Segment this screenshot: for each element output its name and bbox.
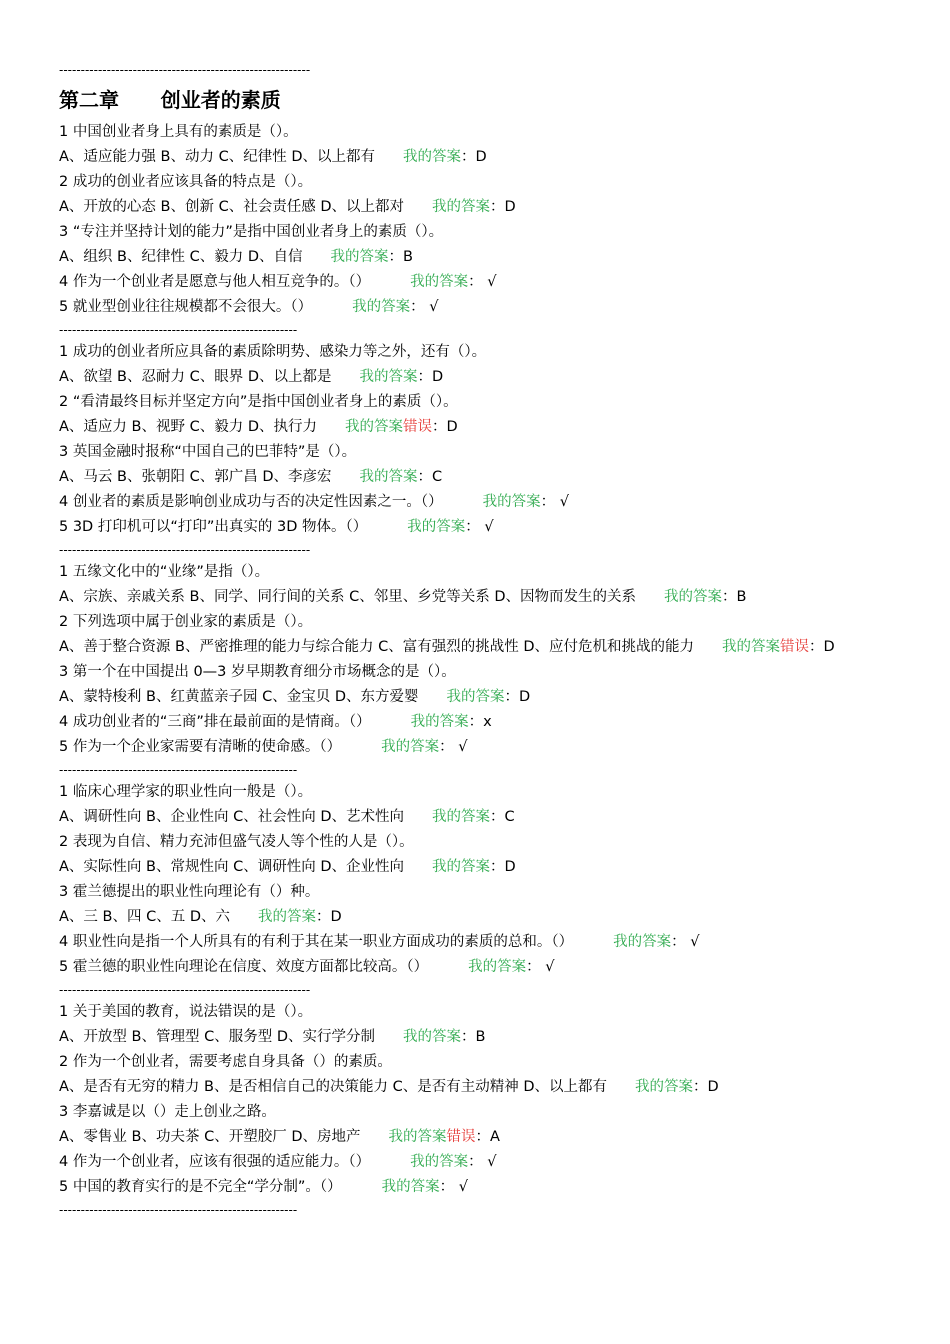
answer-value: ： √ — [468, 1154, 497, 1170]
answer-line — [59, 635, 899, 660]
question-line — [59, 1100, 899, 1125]
answer-line — [59, 905, 899, 930]
my-answer-label: 我的答案 — [721, 639, 780, 655]
options-text: 4 创业者的素质是影响创业成功与否的决定性因素之一。（） — [59, 494, 443, 510]
answer-line — [59, 195, 899, 220]
question-line — [59, 1050, 899, 1075]
separator-rule: ------------------------------------------------------- — [59, 1203, 298, 1217]
answer-line — [59, 685, 899, 710]
my-answer-label: 我的答案 — [359, 469, 418, 485]
options-text: A、适应力 B、视野 C、毅力 D、执行力 — [59, 419, 317, 435]
answer-line — [59, 710, 899, 735]
separator-rule: ---------------------------------------------------------- — [59, 983, 311, 997]
options-text: 4 成功创业者的“三商”排在最前面的是情商。（） — [59, 714, 371, 730]
question-line — [59, 1000, 899, 1025]
my-answer-label: 我的答案 — [410, 274, 469, 290]
answer-line — [59, 515, 899, 540]
answer-line — [59, 295, 899, 320]
question-text: 2 作为一个创业者，需要考虑自身具备（）的素质。 — [59, 1054, 392, 1070]
answer-value: ： √ — [526, 959, 555, 975]
question-text: 1 五缘文化中的“业缘”是指（）。 — [59, 564, 270, 580]
chapter-title: 创业者的素质 — [160, 88, 281, 112]
my-answer-label: 我的答案 — [257, 909, 316, 925]
question-line — [59, 830, 899, 855]
my-answer-label: 我的答案 — [446, 689, 505, 705]
my-answer-label: 我的答案 — [634, 1079, 693, 1095]
my-answer-label: 我的答案 — [344, 419, 403, 435]
answer-line — [59, 270, 899, 295]
chapter-number: 第二章 — [59, 88, 119, 112]
my-answer-label: 我的答案 — [330, 249, 389, 265]
error-mark: 错误 — [402, 419, 432, 435]
answer-value: ： √ — [439, 739, 468, 755]
question-line — [59, 440, 899, 465]
options-text: A、开放的心态 B、创新 C、社会责任感 D、以上都对 — [59, 199, 404, 215]
separator-rule: ------------------------------------------------------- — [59, 323, 298, 337]
answer-line — [59, 955, 899, 980]
options-text: A、马云 B、张朝阳 C、郭广昌 D、李彦宏 — [59, 469, 332, 485]
separator-rule: ---------------------------------------------------------- — [59, 543, 311, 557]
my-answer-label: 我的答案 — [468, 959, 527, 975]
answer-value: ：x — [468, 714, 492, 730]
answer-value: ：D — [315, 909, 342, 925]
answer-value: ：B — [460, 1029, 486, 1045]
question-text: 2 下列选项中属于创业家的素质是（）。 — [59, 614, 313, 630]
my-answer-label: 我的答案 — [381, 1179, 440, 1195]
answer-value: ：D — [808, 639, 835, 655]
question-line — [59, 390, 899, 415]
document-page — [59, 60, 899, 1220]
my-answer-label: 我的答案 — [402, 1029, 461, 1045]
answer-line — [59, 930, 899, 955]
question-line — [59, 170, 899, 195]
answer-value: ： √ — [540, 494, 569, 510]
my-answer-label: 我的答案 — [613, 934, 672, 950]
options-text: A、三 B、四 C、五 D、六 — [59, 909, 230, 925]
options-text: A、组织 B、纪律性 C、毅力 D、自信 — [59, 249, 303, 265]
my-answer-label: 我的答案 — [431, 199, 490, 215]
options-text: A、零售业 B、功夫茶 C、开塑胶厂 D、房地产 — [59, 1129, 361, 1145]
question-line — [59, 880, 899, 905]
answer-line — [59, 245, 899, 270]
answer-line — [59, 1150, 899, 1175]
answer-value: ：D — [504, 689, 531, 705]
question-line — [59, 120, 899, 145]
options-text: 5 中国的教育实行的是不完全“学分制”。（） — [59, 1179, 342, 1195]
my-answer-label: 我的答案 — [410, 1154, 469, 1170]
my-answer-label: 我的答案 — [381, 739, 440, 755]
question-text: 2 “看清最终目标并坚定方向”是指中国创业者身上的素质（）。 — [59, 394, 458, 410]
my-answer-label: 我的答案 — [431, 859, 490, 875]
answer-value: ：B — [388, 249, 413, 265]
question-line — [59, 220, 899, 245]
options-text: A、善于整合资源 B、严密推理的能力与综合能力 C、富有强烈的挑战性 D、应付危机和挑战的能力 — [59, 639, 694, 655]
answer-line — [59, 735, 899, 760]
question-line — [59, 340, 899, 365]
question-text: 2 表现为自信、精力充沛但盛气凌人等个性的人是（）。 — [59, 834, 414, 850]
answer-value: ： √ — [410, 299, 439, 315]
separator-rule: ------------------------------------------------------- — [59, 763, 298, 777]
answer-line — [59, 585, 899, 610]
error-mark: 错误 — [779, 639, 809, 655]
options-text: A、适应能力强 B、动力 C、纪律性 D、以上都有 — [59, 149, 375, 165]
answer-value: ：B — [721, 589, 747, 605]
my-answer-label: 我的答案 — [359, 369, 418, 385]
question-text: 3 李嘉诚是以（）走上创业之路。 — [59, 1104, 276, 1120]
my-answer-label: 我的答案 — [388, 1129, 447, 1145]
answer-line — [59, 365, 899, 390]
question-sections — [59, 120, 899, 1220]
question-text: 1 中国创业者身上具有的素质是（）。 — [59, 124, 298, 140]
question-line — [59, 660, 899, 685]
options-text: 4 作为一个创业者，应该有很强的适应能力。（） — [59, 1154, 371, 1170]
answer-line — [59, 805, 899, 830]
answer-line — [59, 1125, 899, 1150]
answer-value: ：D — [417, 369, 444, 385]
my-answer-label: 我的答案 — [402, 149, 461, 165]
options-text: A、实际性向 B、常规性向 C、调研性向 D、企业性向 — [59, 859, 404, 875]
options-text: A、开放型 B、管理型 C、服务型 D、实行学分制 — [59, 1029, 375, 1045]
options-text: 4 作为一个创业者是愿意与他人相互竞争的。（） — [59, 274, 371, 290]
question-line — [59, 610, 899, 635]
options-text: A、是否有无穷的精力 B、是否相信自己的决策能力 C、是否有主动精神 D、以上都有 — [59, 1079, 607, 1095]
question-text: 1 成功的创业者所应具备的素质除明势、感染力等之外，还有（）。 — [59, 344, 487, 360]
my-answer-label: 我的答案 — [663, 589, 722, 605]
answer-line — [59, 415, 899, 440]
answer-line — [59, 1075, 899, 1100]
answer-value: ：D — [431, 419, 458, 435]
question-line — [59, 560, 899, 585]
answer-value: ：A — [475, 1129, 500, 1145]
question-text: 3 第一个在中国提出 0—3 岁早期教育细分市场概念的是（）。 — [59, 664, 456, 680]
separator-rule: ---------------------------------------------------------- — [59, 63, 311, 77]
answer-line — [59, 1025, 899, 1050]
answer-value: ：D — [489, 199, 516, 215]
question-line — [59, 780, 899, 805]
answer-value: ：C — [489, 809, 515, 825]
answer-value: ：C — [417, 469, 443, 485]
options-text: 5 3D 打印机可以“打印”出真实的 3D 物体。（） — [59, 519, 368, 535]
options-text: A、蒙特梭利 B、红黄蓝亲子园 C、金宝贝 D、东方爱婴 — [59, 689, 419, 705]
my-answer-label: 我的答案 — [482, 494, 541, 510]
answer-line — [59, 1175, 899, 1200]
my-answer-label: 我的答案 — [352, 299, 411, 315]
error-mark: 错误 — [446, 1129, 476, 1145]
answer-value: ：D — [460, 149, 487, 165]
answer-value: ： √ — [468, 274, 497, 290]
answer-value: ：D — [489, 859, 516, 875]
options-text: 5 霍兰德的职业性向理论在信度、效度方面都比较高。（） — [59, 959, 429, 975]
answer-value: ： √ — [439, 1179, 468, 1195]
question-text: 2 成功的创业者应该具备的特点是（）。 — [59, 174, 313, 190]
question-text: 3 英国金融时报称“中国自己的巴菲特”是（）。 — [59, 444, 357, 460]
options-text: 4 职业性向是指一个人所具有的有利于其在某一职业方面成功的素质的总和。（） — [59, 934, 574, 950]
question-text: 3 “专注并坚持计划的能力”是指中国创业者身上的素质（）。 — [59, 224, 444, 240]
answer-value: ： √ — [465, 519, 494, 535]
options-text: 5 作为一个企业家需要有清晰的使命感。（） — [59, 739, 342, 755]
my-answer-label: 我的答案 — [431, 809, 490, 825]
answer-line — [59, 855, 899, 880]
answer-line — [59, 490, 899, 515]
options-text: 5 就业型创业往往规模都不会很大。（） — [59, 299, 313, 315]
answer-value: ： √ — [671, 934, 700, 950]
question-text: 3 霍兰德提出的职业性向理论有（）种。 — [59, 884, 320, 900]
options-text: A、宗族、亲戚关系 B、同学、同行间的关系 C、邻里、乡党等关系 D、因物而发生的关系 — [59, 589, 636, 605]
options-text: A、欲望 B、忍耐力 C、眼界 D、以上都是 — [59, 369, 332, 385]
answer-value: ：D — [692, 1079, 719, 1095]
question-text: 1 关于美国的教育，说法错误的是（）。 — [59, 1004, 313, 1020]
options-text: A、调研性向 B、企业性向 C、社会性向 D、艺术性向 — [59, 809, 404, 825]
answer-line — [59, 145, 899, 170]
my-answer-label: 我的答案 — [410, 714, 469, 730]
my-answer-label: 我的答案 — [407, 519, 466, 535]
question-text: 1 临床心理学家的职业性向一般是（）。 — [59, 784, 313, 800]
chapter-heading — [59, 82, 899, 118]
answer-line — [59, 465, 899, 490]
